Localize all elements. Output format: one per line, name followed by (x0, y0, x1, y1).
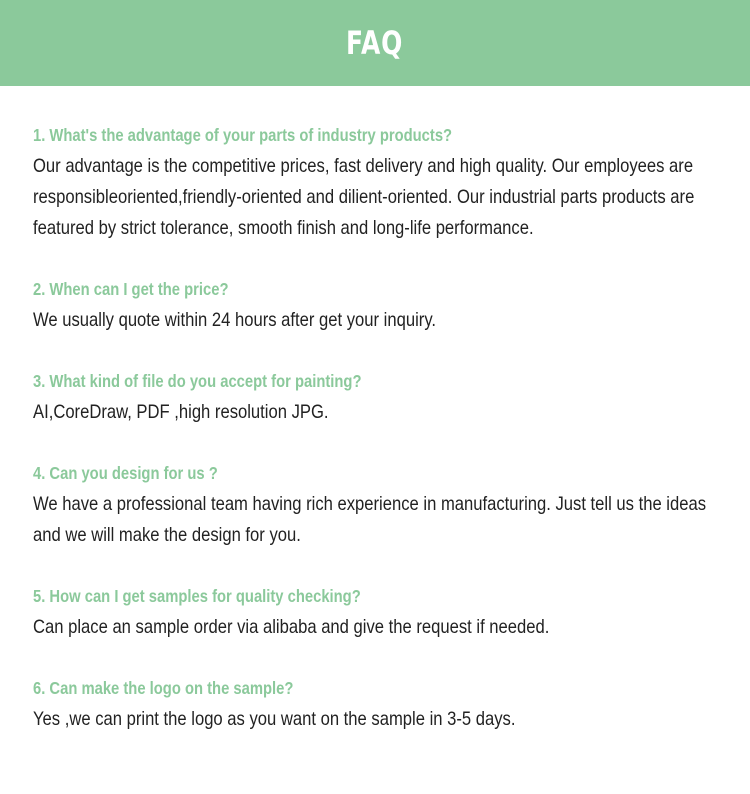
faq-item-1 (33, 120, 723, 244)
faq-answer: Yes ,we can print the logo as you want on the sample in 3-5 days. (33, 708, 516, 730)
faq-item-5 (33, 581, 723, 643)
faq-question: 6. Can make the logo on the sample? (33, 678, 294, 698)
faq-item-6 (33, 673, 723, 735)
faq-question: 5. How can I get samples for quality checking? (33, 586, 361, 606)
faq-question: 1. What's the advantage of your parts of industry products? (33, 125, 453, 145)
faq-answer: AI,CoreDraw, PDF ,high resolution JPG. (33, 401, 329, 423)
faq-answer: We have a professional team having rich experience in manufacturing. Just tell us the ideas and we will make the design for you. (33, 493, 707, 546)
faq-item-2 (33, 274, 723, 336)
faq-answer: Can place an sample order via alibaba and give the request if needed. (33, 616, 550, 638)
faq-question: 2. When can I get the price? (33, 279, 229, 299)
faq-question: 4. Can you design for us ? (33, 463, 218, 483)
page-title: FAQ (346, 24, 404, 62)
faq-answer: We usually quote within 24 hours after get your inquiry. (33, 309, 437, 331)
faq-item-3 (33, 366, 723, 428)
faq-question: 3. What kind of file do you accept for painting? (33, 371, 362, 391)
faq-answer: Our advantage is the competitive prices, fast delivery and high quality. Our employees are responsibleoriented,friendly-oriented and dilient-oriented. Our industrial parts products are featured by strict tolerance, smooth finish and long-life performance. (33, 155, 695, 239)
faq-item-4 (33, 458, 723, 551)
faq-header (0, 0, 750, 86)
faq-list (33, 120, 723, 765)
